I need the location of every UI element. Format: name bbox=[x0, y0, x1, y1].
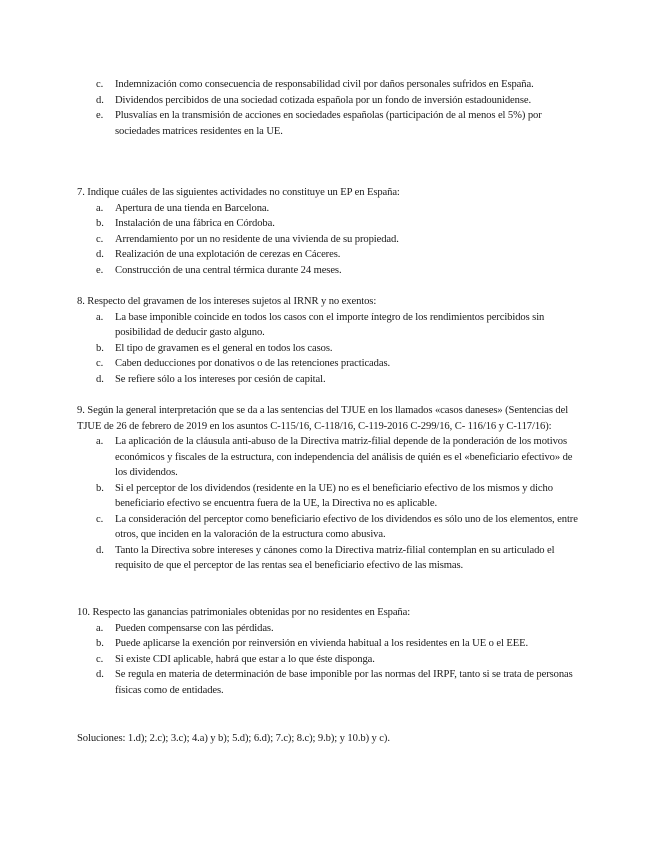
option-text: Indemnización como consecuencia de responsabilidad civil por daños personales sufridos en España. bbox=[115, 79, 534, 90]
question-7 bbox=[77, 185, 580, 278]
option-text: Instalación de una fábrica en Córdoba. bbox=[115, 218, 275, 229]
option-letter: e. bbox=[96, 110, 104, 121]
option-letter: c. bbox=[96, 233, 104, 245]
question-8 bbox=[77, 294, 580, 387]
option-letter: a. bbox=[96, 311, 104, 323]
list-item bbox=[77, 372, 580, 388]
list-item bbox=[77, 621, 580, 637]
option-text: El tipo de gravamen es el general en todos los casos. bbox=[115, 342, 333, 354]
list-item bbox=[77, 636, 580, 652]
option-letter: c. bbox=[96, 79, 104, 90]
list-item bbox=[77, 434, 580, 481]
list-item bbox=[77, 108, 580, 139]
option-letter: a. bbox=[96, 622, 104, 634]
question-9-text: 9. Según la general interpretación que se da a las sentencias del TJUE en los llamados «casos daneses» (Sentencias del TJUE de 26 de febrero de 2019 en los asuntos C-115/16, C-118/16, C-119-2016 C-299/16, C- 116/16 y C-117/16): bbox=[77, 405, 569, 432]
question-9 bbox=[77, 403, 580, 574]
question-7-options bbox=[77, 201, 580, 279]
list-item bbox=[77, 310, 580, 341]
list-item bbox=[77, 543, 580, 574]
option-text: Si existe CDI aplicable, habrá que estar a lo que éste disponga. bbox=[115, 653, 375, 665]
question-10-options bbox=[77, 621, 580, 699]
option-letter: d. bbox=[96, 373, 104, 385]
question-7-text: 7. Indique cuáles de las siguientes actividades no constituye un EP en España: bbox=[77, 187, 400, 198]
option-text: Arrendamiento por un no residente de una vivienda de su propiedad. bbox=[115, 233, 399, 245]
solutions-text: Soluciones: 1.d); 2.c); 3.c); 4.a) y b); 5.d); 6.d); 7.c); 8.c); 9.b); y 10.b) y c). bbox=[77, 733, 390, 744]
option-letter: c. bbox=[96, 653, 104, 665]
option-letter: a. bbox=[96, 436, 104, 447]
option-letter: c. bbox=[96, 358, 104, 369]
option-text: Caben deducciones por donativos o de las retenciones practicadas. bbox=[115, 358, 391, 369]
option-text: Construcción de una central térmica durante 24 meses. bbox=[115, 264, 342, 276]
question-10-text: 10. Respecto las ganancias patrimoniales obtenidas por no residentes en España: bbox=[77, 607, 411, 618]
list-item bbox=[77, 247, 580, 263]
question-8-options bbox=[77, 310, 580, 388]
list-item bbox=[77, 232, 580, 248]
option-letter: c. bbox=[96, 513, 104, 525]
option-letter: d. bbox=[96, 544, 104, 556]
question-9-options bbox=[77, 434, 580, 574]
list-item bbox=[77, 201, 580, 217]
option-letter: b. bbox=[96, 638, 104, 649]
q6-continued-options bbox=[77, 77, 580, 139]
option-text: La aplicación de la cláusula anti-abuso de la Directiva matriz-filial depende de la ponderación de los motivos económicos y fiscales de la estructura, con independencia del análisis de quién es el «beneficiario efectivo» de los dividendos. bbox=[115, 436, 573, 478]
list-item bbox=[77, 341, 580, 357]
list-item bbox=[77, 512, 580, 543]
option-letter: b. bbox=[96, 218, 104, 229]
solutions bbox=[77, 731, 580, 747]
option-text: Si el perceptor de los dividendos (residente en la UE) no es el beneficiario efectivo de los mismos y dicho beneficiario efectivo se encuentra fuera de la UE, la Directiva no es aplicable. bbox=[115, 482, 553, 509]
list-item bbox=[77, 263, 580, 279]
option-text: Realización de una explotación de cerezas en Cáceres. bbox=[115, 249, 341, 260]
list-item bbox=[77, 652, 580, 668]
question-10 bbox=[77, 605, 580, 698]
option-letter: a. bbox=[96, 202, 104, 214]
option-letter: d. bbox=[96, 249, 104, 260]
option-letter: d. bbox=[96, 94, 104, 106]
option-text: Plusvalías en la transmisión de acciones en sociedades españolas (participación de al menos el 5%) por sociedades matrices residentes en la UE. bbox=[115, 110, 542, 137]
option-text: La base imponible coincide en todos los casos con el importe íntegro de los rendimientos percibidos sin posibilidad de deducir gasto alguno. bbox=[115, 311, 545, 338]
list-item bbox=[77, 93, 580, 109]
option-text: Tanto la Directiva sobre intereses y cánones como la Directiva matriz-filial contemplan en su articulado el requisito de que el perceptor de las rentas sea el beneficiario efectivo de las mismas. bbox=[115, 544, 555, 571]
option-letter: b. bbox=[96, 482, 104, 494]
option-text: Se refiere sólo a los intereses por cesión de capital. bbox=[115, 373, 326, 385]
list-item bbox=[77, 481, 580, 512]
question-8-text: 8. Respecto del gravamen de los intereses sujetos al IRNR y no exentos: bbox=[77, 296, 377, 307]
list-item bbox=[77, 667, 580, 698]
option-text: Puede aplicarse la exención por reinversión en vivienda habitual a los residentes en la UE o el EEE. bbox=[115, 638, 529, 649]
list-item bbox=[77, 216, 580, 232]
list-item bbox=[77, 356, 580, 372]
list-item bbox=[77, 77, 580, 93]
option-text: La consideración del perceptor como beneficiario efectivo de los dividendos es sólo uno de los elementos, entre otros, que inciden en la valoración de la estructura como abusiva. bbox=[115, 513, 578, 540]
option-text: Apertura de una tienda en Barcelona. bbox=[115, 202, 270, 214]
option-letter: e. bbox=[96, 264, 104, 276]
option-text: Dividendos percibidos de una sociedad cotizada española por un fondo de inversión estadounidense. bbox=[115, 94, 531, 106]
option-letter: b. bbox=[96, 342, 104, 354]
option-letter: d. bbox=[96, 669, 104, 680]
option-text: Se regula en materia de determinación de base imponible por las normas del IRPF, tanto si se trata de personas físicas como de entidades. bbox=[115, 669, 573, 696]
option-text: Pueden compensarse con las pérdidas. bbox=[115, 622, 274, 634]
